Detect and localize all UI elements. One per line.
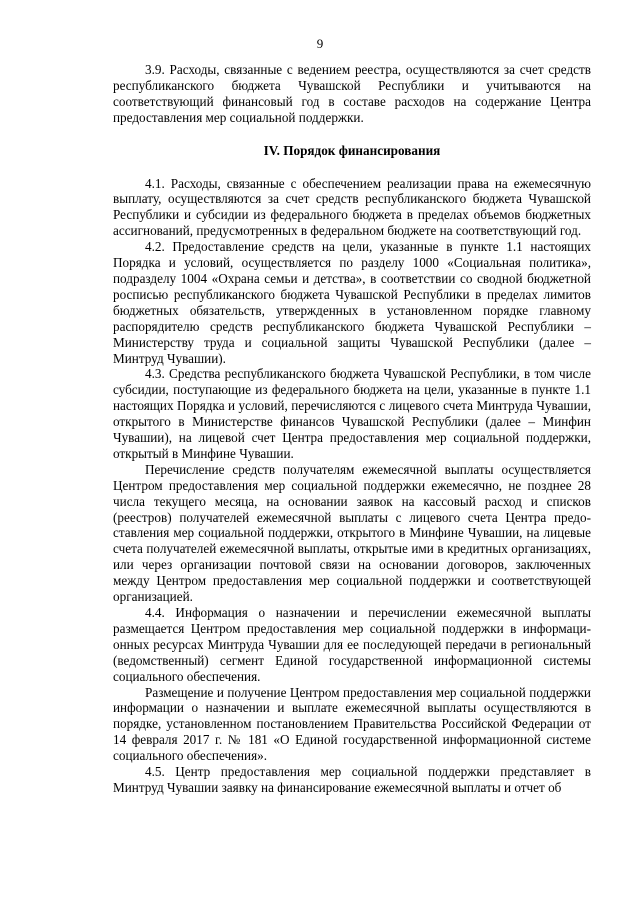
paragraph-4-4-placement: Размещение и получение Центром предоставления мер социальной поддержки информации о назначении и выплате ежемесячной выплаты осуществляются в порядке, установленном постановлением Правительства Российской Федерации от 14 февраля 2017 г. № 181 «О Единой государственной информационной системе социального обеспечения». — [113, 684, 591, 764]
paragraph-4-3: 4.3. Средства республиканского бюджета Чувашской Республики, в том числе субсидии, поступающие из федерального бюджета на цели, указанные в пункте 1.1 настоящих Порядка и условий, перечисляются с лицевого счета Минтруда Чувашии, открытого в Министерстве финансов Чувашской Республики (далее – Минфин Чувашии), на лицевой счет Центра предоставления мер социальной поддержки, открытый в Минфине Чувашии. — [113, 366, 591, 461]
paragraph-4-1: 4.1. Расходы, связанные с обеспечением реализации права на ежемесячную выплату, осуществляются за счет средств республиканского бюджета Чувашской Республики и субсидии из федерального бюджета в пределах объемов бюджетных ассигнований, предусмотренных в федеральном бюджете на соответствующий год. — [113, 175, 591, 239]
paragraph-3-9: 3.9. Расходы, связанные с ведением реестра, осуществляются за счет средств республиканского бюджета Чувашской Республики и учитываются на соответствующий финансовый год в составе расходов на содержание Центра предоставления мер социальной поддержки. — [113, 62, 591, 125]
section-heading: IV. Порядок финансирования — [263, 142, 441, 158]
paragraph-4-5: 4.5. Центр предоставления мер социальной поддержки представляет в Минтруд Чувашии заявку на финансирование ежемесячной выплаты и отчет об — [113, 764, 591, 795]
page-number: 9 — [316, 36, 324, 51]
document-body — [113, 62, 591, 796]
paragraph-4-4: 4.4. Информация о назначении и перечислении ежемесячной выплаты размещается Центром предоставления мер социальной поддержки в информационных ресурсах Минтруда Чувашии для ее последующей передачи в региональный (ведомственный) сегмент Единой государственной информационной системы социального обеспечения. — [113, 605, 591, 684]
paragraph-4-2: 4.2. Предоставление средств на цели, указанные в пункте 1.1 настоящих Порядка и условий, осуществляется по разделу 1000 «Социальная политика», подразделу 1004 «Охрана семьи и детства», в соответствии со сводной бюджетной росписью республиканского бюджета Чувашской Республики в пределах лимитов бюджетных обязательств, утвержденных в установленном порядке главному распорядителю средств республиканского бюджета Чувашской Республики – Министерству труда и социальной защиты Чувашской Республики (далее – Минтруд Чувашии). — [113, 239, 591, 366]
paragraph-4-3-transfer: Перечисление средств получателям ежемесячной выплаты осуществляется Центром предоставления мер социальной поддержки ежемесячно, не позднее 28 числа текущего месяца, на основании заявок на кассовый расход и списков (реестров) получателей ежемесячной выплаты с лицевого счета Центра предоставления мер социальной поддержки, открытого в Минфине Чувашии, на лицевые счета получателей ежемесячной выплаты, открытые ими в кредитных организациях, или через организации почтовой связи на основании договоров, заключенных между Центром предоставления мер социальной поддержки и соответствующей организацией. — [113, 461, 591, 605]
